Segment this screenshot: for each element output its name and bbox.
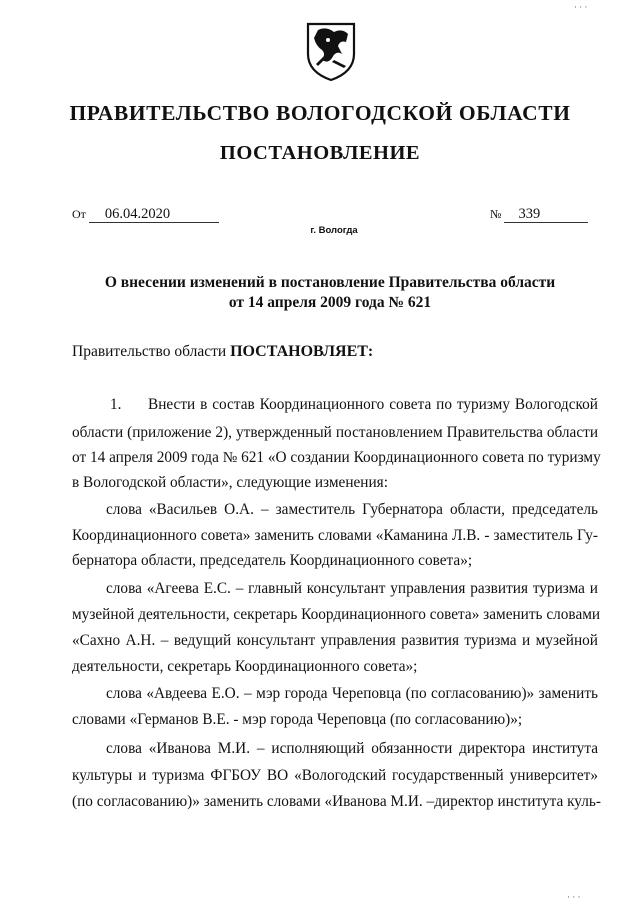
paragraph-line: культуры и туризма ФГБОУ ВО «Вологодский государственный университет» (72, 767, 598, 784)
resolves-keyword: ПОСТАНОВЛЯЕТ: (230, 343, 374, 360)
government-title: ПРАВИТЕЛЬСТВО ВОЛОГОДСКОЙ ОБЛАСТИ (69, 101, 571, 125)
paragraph-line: слова «Авдеева Е.О. – мэр города Череповца (по согласованию)» заменить (106, 685, 598, 702)
subject-line: от 14 апреля 2009 года № 621 (228, 294, 432, 311)
scan-marks: · · · (574, 2, 588, 12)
city-label: г. Вологда (310, 225, 358, 236)
document-subject (90, 273, 570, 313)
date-prefix: От (72, 207, 86, 221)
scan-marks: · · · (567, 892, 581, 902)
item-number: 1. (110, 396, 122, 413)
subject-line: О внесении изменений в постановление Правительства области (104, 274, 556, 291)
paragraph-line: слова «Иванова М.И. – исполняющий обязанности директора института (106, 740, 598, 757)
paragraph-line: словами «Германов В.Е. - мэр города Череповца (по согласованию)»; (72, 711, 523, 728)
number-value: 339 (504, 206, 588, 223)
paragraph-line: слова «Васильев О.А. – заместитель Губернатора области, председатель (106, 501, 598, 518)
resolves-line (72, 343, 373, 361)
date-field (72, 206, 219, 223)
paragraph-line: области (приложение 2), утвержденный постановлением Правительства области (72, 424, 598, 441)
item-text: Внести в состав Координационного совета по туризму Вологодской (148, 396, 598, 413)
paragraph-line: «Сахно А.Н. – ведущий консультант управления развития туризма и музейной (72, 632, 598, 649)
paragraph-line: Координационного совета» заменить словами «Каманина Л.В. - заместитель Гу- (72, 527, 598, 544)
date-value: 06.04.2020 (89, 206, 219, 223)
paragraph-line: музейной деятельности, секретарь Координационного совета» заменить словами (72, 606, 601, 623)
paragraph-line: (по согласованию)» заменить словами «Иванова М.И. –директор института куль- (72, 793, 601, 810)
number-prefix: № (490, 207, 502, 221)
coat-of-arms-emblem (304, 20, 358, 82)
number-field (490, 206, 588, 223)
paragraph-line: бернатора области, председатель Координационного совета»; (72, 552, 473, 569)
document-type: ПОСТАНОВЛЕНИЕ (219, 142, 421, 164)
paragraph-line: в Вологодской области», следующие изменения: (72, 474, 388, 491)
paragraph-line: от 14 апреля 2009 года № 621 «О создании Координационного совета по туризму (72, 449, 601, 466)
resolves-prefix: Правительство области (72, 343, 227, 360)
paragraph-line: слова «Агеева Е.С. – главный консультант управления развития туризма и (106, 580, 598, 597)
paragraph-line: деятельности, секретарь Координационного совета»; (72, 658, 418, 675)
